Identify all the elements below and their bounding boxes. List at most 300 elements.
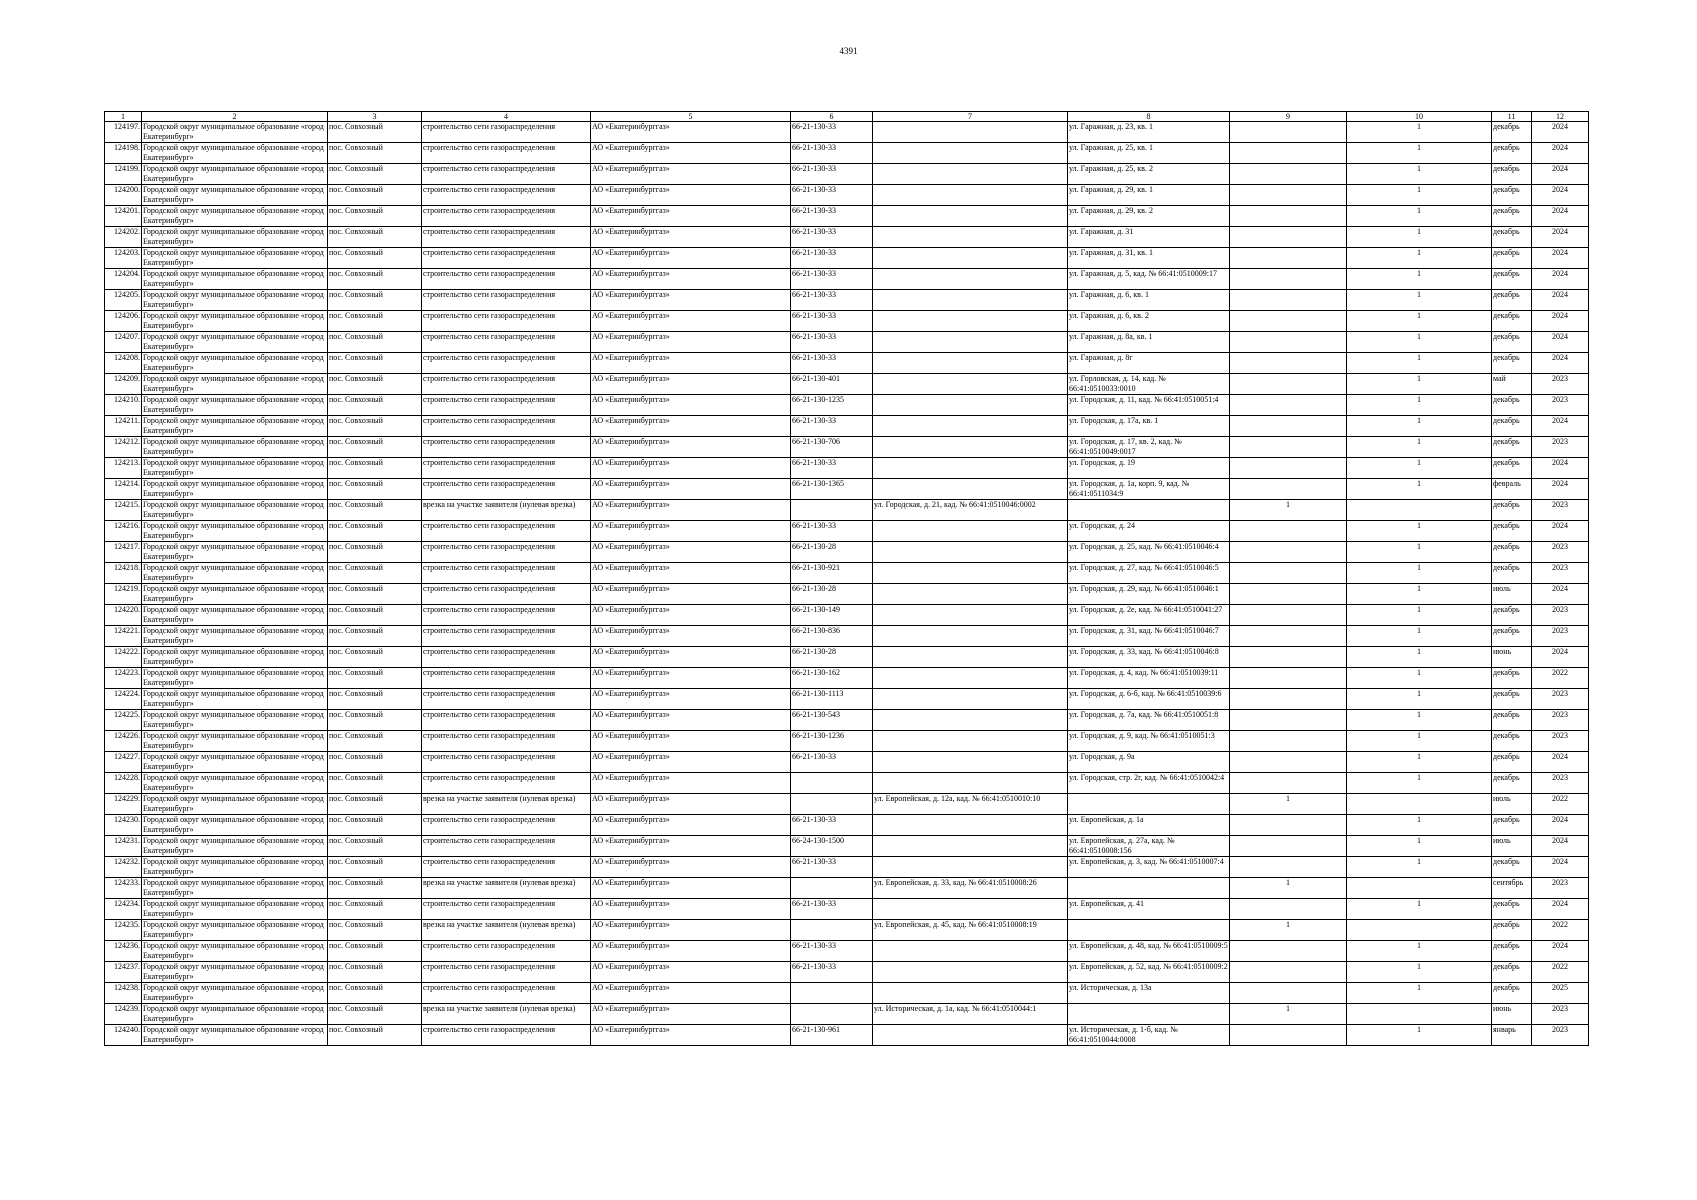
year-cell: 2023 xyxy=(1532,437,1589,458)
locality-cell: пос. Совхозный xyxy=(328,248,422,269)
column-header: 2 xyxy=(142,112,328,122)
organization-cell: АО «Екатеринбурггаз» xyxy=(591,227,791,248)
locality-cell: пос. Совхозный xyxy=(328,815,422,836)
month-cell: июнь xyxy=(1492,647,1532,668)
project-code-cell xyxy=(791,878,873,899)
object-address-cell: ул. Городская, д. 17, кв. 2, кад. № 66:41:0510049:0017 xyxy=(1068,437,1230,458)
month-cell: июль xyxy=(1492,794,1532,815)
organization-cell: АО «Екатеринбурггаз» xyxy=(591,500,791,521)
locality-cell: пос. Совхозный xyxy=(328,668,422,689)
column-header: 10 xyxy=(1347,112,1492,122)
municipality-cell: Городской округ муниципальное образование «город Екатеринбург» xyxy=(142,794,328,815)
count-applicant-cell xyxy=(1230,479,1347,500)
municipality-cell: Городской округ муниципальное образование «город Екатеринбург» xyxy=(142,878,328,899)
object-address-cell: ул. Горловская, д. 14, кад. № 66:41:0510033:0010 xyxy=(1068,374,1230,395)
count-network-cell xyxy=(1347,500,1492,521)
organization-cell: АО «Екатеринбурггаз» xyxy=(591,353,791,374)
organization-cell: АО «Екатеринбурггаз» xyxy=(591,962,791,983)
project-code-cell: 66-21-130-33 xyxy=(791,857,873,878)
organization-cell: АО «Екатеринбурггаз» xyxy=(591,899,791,920)
year-cell: 2024 xyxy=(1532,899,1589,920)
count-applicant-cell xyxy=(1230,206,1347,227)
project-code-cell: 66-21-130-1235 xyxy=(791,395,873,416)
count-applicant-cell xyxy=(1230,374,1347,395)
count-network-cell: 1 xyxy=(1347,206,1492,227)
table-row xyxy=(105,206,1589,227)
locality-cell: пос. Совхозный xyxy=(328,311,422,332)
municipality-cell: Городской округ муниципальное образование «город Екатеринбург» xyxy=(142,185,328,206)
work-type-cell: строительство сети газораспределения xyxy=(422,227,591,248)
work-type-cell: строительство сети газораспределения xyxy=(422,206,591,227)
row-number-cell: 124216. xyxy=(105,521,142,542)
month-cell: декабрь xyxy=(1492,458,1532,479)
month-cell: декабрь xyxy=(1492,185,1532,206)
municipality-cell: Городской округ муниципальное образование «город Екатеринбург» xyxy=(142,1004,328,1025)
object-address-cell: ул. Городская, д. 6-б, кад. № 66:41:0510039:6 xyxy=(1068,689,1230,710)
table-row xyxy=(105,269,1589,290)
work-type-cell: строительство сети газораспределения xyxy=(422,689,591,710)
count-applicant-cell xyxy=(1230,1025,1347,1046)
organization-cell: АО «Екатеринбурггаз» xyxy=(591,752,791,773)
locality-cell: пос. Совхозный xyxy=(328,752,422,773)
count-applicant-cell xyxy=(1230,836,1347,857)
row-number-cell: 124211. xyxy=(105,416,142,437)
year-cell: 2024 xyxy=(1532,164,1589,185)
table-row xyxy=(105,878,1589,899)
locality-cell: пос. Совхозный xyxy=(328,731,422,752)
work-type-cell: строительство сети газораспределения xyxy=(422,395,591,416)
count-network-cell: 1 xyxy=(1347,647,1492,668)
object-address-cell: ул. Городская, д. 33, кад. № 66:41:0510046:8 xyxy=(1068,647,1230,668)
work-type-cell: строительство сети газораспределения xyxy=(422,899,591,920)
year-cell: 2024 xyxy=(1532,185,1589,206)
work-type-cell: строительство сети газораспределения xyxy=(422,941,591,962)
work-type-cell: строительство сети газораспределения xyxy=(422,647,591,668)
organization-cell: АО «Екатеринбурггаз» xyxy=(591,689,791,710)
table-row xyxy=(105,836,1589,857)
object-address-cell: ул. Европейская, д. 1а xyxy=(1068,815,1230,836)
work-type-cell: строительство сети газораспределения xyxy=(422,185,591,206)
month-cell: декабрь xyxy=(1492,500,1532,521)
year-cell: 2023 xyxy=(1532,710,1589,731)
applicant-address-cell xyxy=(873,668,1068,689)
organization-cell: АО «Екатеринбурггаз» xyxy=(591,290,791,311)
month-cell: декабрь xyxy=(1492,731,1532,752)
count-applicant-cell xyxy=(1230,353,1347,374)
row-number-cell: 124226. xyxy=(105,731,142,752)
row-number-cell: 124238. xyxy=(105,983,142,1004)
organization-cell: АО «Екатеринбурггаз» xyxy=(591,626,791,647)
register-table xyxy=(104,111,1589,1046)
work-type-cell: строительство сети газораспределения xyxy=(422,416,591,437)
year-cell: 2025 xyxy=(1532,983,1589,1004)
row-number-cell: 124200. xyxy=(105,185,142,206)
table-row xyxy=(105,899,1589,920)
month-cell: декабрь xyxy=(1492,563,1532,584)
work-type-cell: строительство сети газораспределения xyxy=(422,521,591,542)
organization-cell: АО «Екатеринбурггаз» xyxy=(591,794,791,815)
count-applicant-cell xyxy=(1230,521,1347,542)
month-cell: декабрь xyxy=(1492,353,1532,374)
municipality-cell: Городской округ муниципальное образование «город Екатеринбург» xyxy=(142,458,328,479)
municipality-cell: Городской округ муниципальное образование «город Екатеринбург» xyxy=(142,773,328,794)
object-address-cell: ул. Городская, д. 9, кад. № 66:41:0510051:3 xyxy=(1068,731,1230,752)
work-type-cell: строительство сети газораспределения xyxy=(422,248,591,269)
work-type-cell: врезка на участке заявителя (нулевая врезка) xyxy=(422,794,591,815)
month-cell: декабрь xyxy=(1492,815,1532,836)
organization-cell: АО «Екатеринбурггаз» xyxy=(591,1025,791,1046)
count-network-cell: 1 xyxy=(1347,626,1492,647)
count-network-cell xyxy=(1347,1004,1492,1025)
count-applicant-cell xyxy=(1230,332,1347,353)
municipality-cell: Городской округ муниципальное образование «город Екатеринбург» xyxy=(142,227,328,248)
count-network-cell: 1 xyxy=(1347,941,1492,962)
count-applicant-cell xyxy=(1230,626,1347,647)
object-address-cell: ул. Городская, д. 31, кад. № 66:41:0510046:7 xyxy=(1068,626,1230,647)
row-number-cell: 124210. xyxy=(105,395,142,416)
month-cell: декабрь xyxy=(1492,983,1532,1004)
work-type-cell: строительство сети газораспределения xyxy=(422,836,591,857)
count-network-cell: 1 xyxy=(1347,332,1492,353)
project-code-cell: 66-21-130-1113 xyxy=(791,689,873,710)
applicant-address-cell xyxy=(873,164,1068,185)
year-cell: 2024 xyxy=(1532,248,1589,269)
table-row xyxy=(105,542,1589,563)
organization-cell: АО «Екатеринбурггаз» xyxy=(591,521,791,542)
row-number-cell: 124201. xyxy=(105,206,142,227)
year-cell: 2022 xyxy=(1532,920,1589,941)
organization-cell: АО «Екатеринбурггаз» xyxy=(591,605,791,626)
work-type-cell: строительство сети газораспределения xyxy=(422,479,591,500)
work-type-cell: строительство сети газораспределения xyxy=(422,563,591,584)
locality-cell: пос. Совхозный xyxy=(328,458,422,479)
count-network-cell: 1 xyxy=(1347,437,1492,458)
applicant-address-cell xyxy=(873,752,1068,773)
month-cell: декабрь xyxy=(1492,269,1532,290)
object-address-cell: ул. Гаражная, д. 29, кв. 1 xyxy=(1068,185,1230,206)
month-cell: декабрь xyxy=(1492,248,1532,269)
work-type-cell: строительство сети газораспределения xyxy=(422,437,591,458)
count-network-cell: 1 xyxy=(1347,311,1492,332)
row-number-cell: 124209. xyxy=(105,374,142,395)
municipality-cell: Городской округ муниципальное образование «город Екатеринбург» xyxy=(142,143,328,164)
project-code-cell xyxy=(791,773,873,794)
locality-cell: пос. Совхозный xyxy=(328,143,422,164)
row-number-cell: 124229. xyxy=(105,794,142,815)
organization-cell: АО «Екатеринбурггаз» xyxy=(591,416,791,437)
applicant-address-cell xyxy=(873,815,1068,836)
municipality-cell: Городской округ муниципальное образование «город Екатеринбург» xyxy=(142,563,328,584)
work-type-cell: строительство сети газораспределения xyxy=(422,311,591,332)
applicant-address-cell: ул. Европейская, д. 33, кад. № 66:41:0510008:26 xyxy=(873,878,1068,899)
count-network-cell: 1 xyxy=(1347,815,1492,836)
row-number-cell: 124221. xyxy=(105,626,142,647)
count-applicant-cell xyxy=(1230,290,1347,311)
column-header: 6 xyxy=(791,112,873,122)
work-type-cell: строительство сети газораспределения xyxy=(422,857,591,878)
project-code-cell: 66-21-130-33 xyxy=(791,311,873,332)
project-code-cell: 66-21-130-836 xyxy=(791,626,873,647)
project-code-cell: 66-21-130-33 xyxy=(791,248,873,269)
work-type-cell: строительство сети газораспределения xyxy=(422,710,591,731)
municipality-cell: Городской округ муниципальное образование «город Екатеринбург» xyxy=(142,479,328,500)
month-cell: декабрь xyxy=(1492,773,1532,794)
row-number-cell: 124206. xyxy=(105,311,142,332)
work-type-cell: строительство сети газораспределения xyxy=(422,962,591,983)
table-row xyxy=(105,374,1589,395)
column-header: 1 xyxy=(105,112,142,122)
month-cell: декабрь xyxy=(1492,941,1532,962)
municipality-cell: Городской округ муниципальное образование «город Екатеринбург» xyxy=(142,941,328,962)
project-code-cell: 66-21-130-33 xyxy=(791,752,873,773)
applicant-address-cell: ул. Городская, д. 21, кад. № 66:41:0510046:0002 xyxy=(873,500,1068,521)
row-number-cell: 124235. xyxy=(105,920,142,941)
table-row xyxy=(105,563,1589,584)
count-applicant-cell xyxy=(1230,248,1347,269)
object-address-cell: ул. Гаражная, д. 29, кв. 2 xyxy=(1068,206,1230,227)
organization-cell: АО «Екатеринбурггаз» xyxy=(591,647,791,668)
project-code-cell: 66-21-130-33 xyxy=(791,122,873,143)
work-type-cell: строительство сети газораспределения xyxy=(422,584,591,605)
work-type-cell: строительство сети газораспределения xyxy=(422,983,591,1004)
municipality-cell: Городской округ муниципальное образование «город Екатеринбург» xyxy=(142,437,328,458)
work-type-cell: строительство сети газораспределения xyxy=(422,626,591,647)
count-applicant-cell xyxy=(1230,752,1347,773)
municipality-cell: Городской округ муниципальное образование «город Екатеринбург» xyxy=(142,962,328,983)
municipality-cell: Городской округ муниципальное образование «город Екатеринбург» xyxy=(142,1025,328,1046)
applicant-address-cell xyxy=(873,227,1068,248)
count-applicant-cell xyxy=(1230,395,1347,416)
municipality-cell: Городской округ муниципальное образование «город Екатеринбург» xyxy=(142,626,328,647)
year-cell: 2024 xyxy=(1532,458,1589,479)
register-body xyxy=(105,122,1589,1046)
object-address-cell: ул. Историческая, д. 13а xyxy=(1068,983,1230,1004)
column-header: 3 xyxy=(328,112,422,122)
month-cell: декабрь xyxy=(1492,668,1532,689)
work-type-cell: строительство сети газораспределения xyxy=(422,668,591,689)
month-cell: февраль xyxy=(1492,479,1532,500)
work-type-cell: строительство сети газораспределения xyxy=(422,374,591,395)
count-network-cell: 1 xyxy=(1347,773,1492,794)
locality-cell: пос. Совхозный xyxy=(328,122,422,143)
month-cell: декабрь xyxy=(1492,710,1532,731)
work-type-cell: строительство сети газораспределения xyxy=(422,353,591,374)
count-applicant-cell xyxy=(1230,605,1347,626)
object-address-cell: ул. Городская, д. 2е, кад. № 66:41:0510041:27 xyxy=(1068,605,1230,626)
count-applicant-cell xyxy=(1230,269,1347,290)
locality-cell: пос. Совхозный xyxy=(328,269,422,290)
year-cell: 2024 xyxy=(1532,143,1589,164)
work-type-cell: врезка на участке заявителя (нулевая врезка) xyxy=(422,1004,591,1025)
object-address-cell: ул. Гаражная, д. 5, кад. № 66:41:0510009:17 xyxy=(1068,269,1230,290)
count-applicant-cell: 1 xyxy=(1230,500,1347,521)
count-applicant-cell xyxy=(1230,857,1347,878)
project-code-cell: 66-21-130-33 xyxy=(791,185,873,206)
locality-cell: пос. Совхозный xyxy=(328,626,422,647)
object-address-cell: ул. Гаражная, д. 6, кв. 1 xyxy=(1068,290,1230,311)
count-applicant-cell xyxy=(1230,227,1347,248)
count-network-cell: 1 xyxy=(1347,458,1492,479)
month-cell: декабрь xyxy=(1492,521,1532,542)
locality-cell: пос. Совхозный xyxy=(328,1004,422,1025)
locality-cell: пос. Совхозный xyxy=(328,983,422,1004)
organization-cell: АО «Екатеринбурггаз» xyxy=(591,983,791,1004)
count-network-cell: 1 xyxy=(1347,584,1492,605)
project-code-cell: 66-21-130-28 xyxy=(791,647,873,668)
column-number-row xyxy=(105,112,1589,122)
organization-cell: АО «Екатеринбурггаз» xyxy=(591,479,791,500)
applicant-address-cell xyxy=(873,248,1068,269)
locality-cell: пос. Совхозный xyxy=(328,542,422,563)
column-header: 4 xyxy=(422,112,591,122)
project-code-cell xyxy=(791,1004,873,1025)
month-cell: декабрь xyxy=(1492,332,1532,353)
applicant-address-cell xyxy=(873,269,1068,290)
work-type-cell: строительство сети газораспределения xyxy=(422,143,591,164)
year-cell: 2023 xyxy=(1532,1025,1589,1046)
locality-cell: пос. Совхозный xyxy=(328,521,422,542)
year-cell: 2023 xyxy=(1532,731,1589,752)
applicant-address-cell xyxy=(873,353,1068,374)
count-network-cell: 1 xyxy=(1347,521,1492,542)
count-applicant-cell xyxy=(1230,668,1347,689)
month-cell: декабрь xyxy=(1492,164,1532,185)
month-cell: декабрь xyxy=(1492,542,1532,563)
applicant-address-cell xyxy=(873,941,1068,962)
count-network-cell: 1 xyxy=(1347,668,1492,689)
municipality-cell: Городской округ муниципальное образование «город Екатеринбург» xyxy=(142,605,328,626)
object-address-cell: ул. Гаражная, д. 23, кв. 1 xyxy=(1068,122,1230,143)
row-number-cell: 124205. xyxy=(105,290,142,311)
year-cell: 2023 xyxy=(1532,374,1589,395)
count-applicant-cell xyxy=(1230,416,1347,437)
applicant-address-cell: ул. Европейская, д. 45, кад. № 66:41:0510008:19 xyxy=(873,920,1068,941)
count-applicant-cell: 1 xyxy=(1230,1004,1347,1025)
month-cell: декабрь xyxy=(1492,143,1532,164)
locality-cell: пос. Совхозный xyxy=(328,605,422,626)
organization-cell: АО «Екатеринбурггаз» xyxy=(591,542,791,563)
locality-cell: пос. Совхозный xyxy=(328,290,422,311)
row-number-cell: 124199. xyxy=(105,164,142,185)
work-type-cell: врезка на участке заявителя (нулевая врезка) xyxy=(422,920,591,941)
count-network-cell: 1 xyxy=(1347,983,1492,1004)
locality-cell: пос. Совхозный xyxy=(328,794,422,815)
project-code-cell: 66-21-130-33 xyxy=(791,899,873,920)
project-code-cell: 66-21-130-401 xyxy=(791,374,873,395)
project-code-cell: 66-24-130-1500 xyxy=(791,836,873,857)
project-code-cell: 66-21-130-33 xyxy=(791,143,873,164)
year-cell: 2023 xyxy=(1532,395,1589,416)
table-row xyxy=(105,248,1589,269)
year-cell: 2022 xyxy=(1532,962,1589,983)
table-row xyxy=(105,500,1589,521)
table-row xyxy=(105,416,1589,437)
table-row xyxy=(105,395,1589,416)
applicant-address-cell xyxy=(873,542,1068,563)
table-row xyxy=(105,479,1589,500)
municipality-cell: Городской округ муниципальное образование «город Екатеринбург» xyxy=(142,689,328,710)
count-network-cell: 1 xyxy=(1347,143,1492,164)
month-cell: декабрь xyxy=(1492,626,1532,647)
row-number-cell: 124231. xyxy=(105,836,142,857)
year-cell: 2023 xyxy=(1532,605,1589,626)
row-number-cell: 124208. xyxy=(105,353,142,374)
work-type-cell: строительство сети газораспределения xyxy=(422,332,591,353)
object-address-cell: ул. Городская, д. 24 xyxy=(1068,521,1230,542)
month-cell: июль xyxy=(1492,836,1532,857)
project-code-cell xyxy=(791,794,873,815)
count-applicant-cell: 1 xyxy=(1230,920,1347,941)
applicant-address-cell xyxy=(873,626,1068,647)
month-cell: декабрь xyxy=(1492,857,1532,878)
applicant-address-cell xyxy=(873,773,1068,794)
count-network-cell: 1 xyxy=(1347,185,1492,206)
year-cell: 2023 xyxy=(1532,563,1589,584)
organization-cell: АО «Екатеринбурггаз» xyxy=(591,311,791,332)
municipality-cell: Городской округ муниципальное образование «город Екатеринбург» xyxy=(142,206,328,227)
applicant-address-cell xyxy=(873,311,1068,332)
project-code-cell: 66-21-130-33 xyxy=(791,164,873,185)
object-address-cell: ул. Городская, д. 9а xyxy=(1068,752,1230,773)
object-address-cell: ул. Городская, д. 25, кад. № 66:41:0510046:4 xyxy=(1068,542,1230,563)
applicant-address-cell xyxy=(873,143,1068,164)
month-cell: июнь xyxy=(1492,1004,1532,1025)
municipality-cell: Городской округ муниципальное образование «город Екатеринбург» xyxy=(142,353,328,374)
applicant-address-cell xyxy=(873,479,1068,500)
month-cell: январь xyxy=(1492,1025,1532,1046)
count-applicant-cell xyxy=(1230,122,1347,143)
municipality-cell: Городской округ муниципальное образование «город Екатеринбург» xyxy=(142,332,328,353)
applicant-address-cell xyxy=(873,395,1068,416)
column-header: 7 xyxy=(873,112,1068,122)
locality-cell: пос. Совхозный xyxy=(328,878,422,899)
year-cell: 2024 xyxy=(1532,752,1589,773)
municipality-cell: Городской округ муниципальное образование «город Екатеринбург» xyxy=(142,521,328,542)
object-address-cell: ул. Гаражная, д. 8а, кв. 1 xyxy=(1068,332,1230,353)
organization-cell: АО «Екатеринбурггаз» xyxy=(591,395,791,416)
row-number-cell: 124228. xyxy=(105,773,142,794)
locality-cell: пос. Совхозный xyxy=(328,206,422,227)
locality-cell: пос. Совхозный xyxy=(328,395,422,416)
month-cell: май xyxy=(1492,374,1532,395)
year-cell: 2024 xyxy=(1532,479,1589,500)
object-address-cell: ул. Историческая, д. 1-б, кад. № 66:41:0510044:0008 xyxy=(1068,1025,1230,1046)
applicant-address-cell xyxy=(873,458,1068,479)
object-address-cell: ул. Городская, д. 4, кад. № 66:41:0510039:11 xyxy=(1068,668,1230,689)
applicant-address-cell xyxy=(873,122,1068,143)
count-network-cell: 1 xyxy=(1347,353,1492,374)
object-address-cell: ул. Городская, стр. 2г, кад. № 66:41:0510042:4 xyxy=(1068,773,1230,794)
row-number-cell: 124207. xyxy=(105,332,142,353)
count-applicant-cell xyxy=(1230,311,1347,332)
table-row xyxy=(105,773,1589,794)
locality-cell: пос. Совхозный xyxy=(328,689,422,710)
month-cell: декабрь xyxy=(1492,206,1532,227)
count-applicant-cell xyxy=(1230,962,1347,983)
municipality-cell: Городской округ муниципальное образование «город Екатеринбург» xyxy=(142,647,328,668)
applicant-address-cell xyxy=(873,521,1068,542)
count-network-cell: 1 xyxy=(1347,857,1492,878)
object-address-cell: ул. Европейская, д. 3, кад. № 66:41:0510007:4 xyxy=(1068,857,1230,878)
year-cell: 2024 xyxy=(1532,857,1589,878)
row-number-cell: 124222. xyxy=(105,647,142,668)
month-cell: декабрь xyxy=(1492,962,1532,983)
year-cell: 2023 xyxy=(1532,1004,1589,1025)
object-address-cell: ул. Городская, д. 19 xyxy=(1068,458,1230,479)
object-address-cell: ул. Городская, д. 27, кад. № 66:41:0510046:5 xyxy=(1068,563,1230,584)
count-applicant-cell xyxy=(1230,143,1347,164)
locality-cell: пос. Совхозный xyxy=(328,353,422,374)
